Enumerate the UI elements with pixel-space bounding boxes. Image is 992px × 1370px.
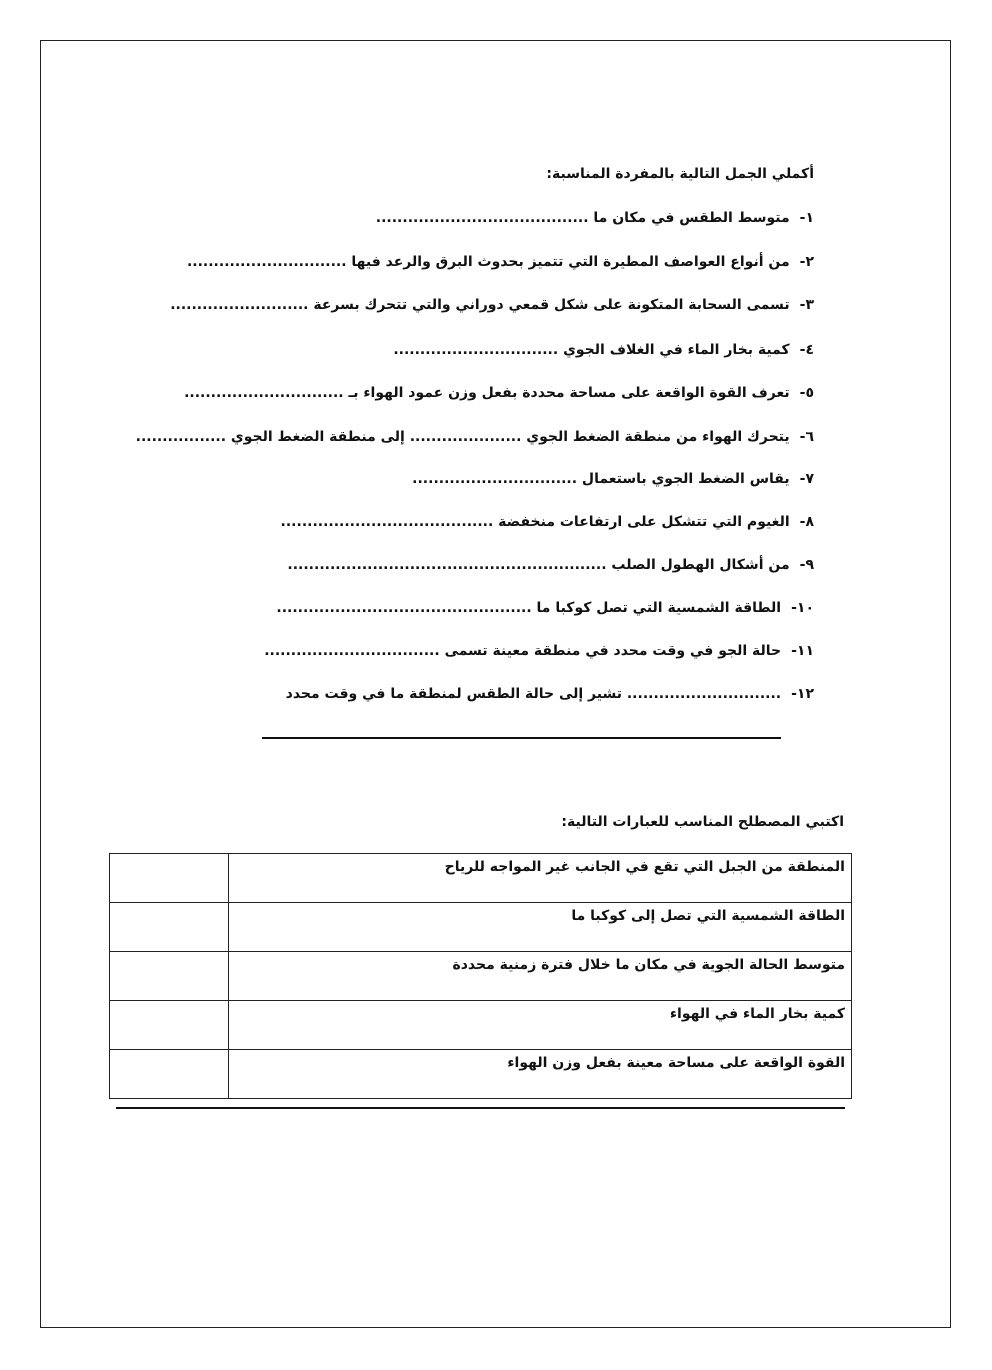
item-text: متوسط الطقس في مكان ما ........................................ bbox=[375, 210, 790, 226]
item-text: الغيوم التي تتشكل على ارتفاعات منخفضة ........................................ bbox=[280, 514, 790, 530]
answer-cell bbox=[110, 1001, 229, 1050]
fill-item-8 bbox=[281, 513, 814, 531]
table-row bbox=[110, 903, 852, 952]
item-number: ١٢- bbox=[791, 686, 814, 702]
item-number: ٧- bbox=[799, 471, 814, 487]
item-number: ٥- bbox=[799, 385, 814, 401]
fill-item-7 bbox=[412, 470, 814, 488]
item-text: من أنواع العواصف المطيرة التي تتميز بحدوث البرق والرعد فيها .............................. bbox=[186, 254, 790, 270]
terms-table bbox=[109, 853, 852, 1099]
fill-item-9 bbox=[287, 556, 814, 574]
item-text: كمية بخار الماء في الغلاف الجوي ............................... bbox=[393, 342, 790, 358]
fill-item-1 bbox=[376, 209, 814, 227]
item-number: ٨- bbox=[799, 514, 814, 530]
item-text: يتحرك الهواء من منطقة الضغط الجوي ..................... إلى منطقة الضغط الجوي ................. bbox=[135, 429, 790, 445]
section-divider bbox=[262, 737, 781, 739]
item-number: ٩- bbox=[799, 557, 814, 573]
page-border bbox=[40, 40, 951, 1328]
statement-cell: الطاقة الشمسية التي تصل إلى كوكبا ما bbox=[229, 903, 852, 952]
section2-heading: اكتبي المصطلح المناسب للعبارات التالية: bbox=[561, 814, 844, 830]
statement-cell: القوة الواقعة على مساحة معينة بفعل وزن الهواء bbox=[229, 1050, 852, 1099]
bottom-divider bbox=[116, 1107, 845, 1109]
item-text: حالة الجو في وقت محدد في منطقة معينة تسمى ................................. bbox=[264, 643, 782, 659]
fill-item-10 bbox=[276, 599, 814, 617]
item-text: ............................. تشير إلى حالة الطقس لمنطقة ما في وقت محدد bbox=[285, 686, 782, 702]
item-number: ١٠- bbox=[791, 600, 814, 616]
table-row bbox=[110, 854, 852, 903]
item-text: من أشكال الهطول الصلب ............................................................ bbox=[287, 557, 790, 573]
item-number: ٣- bbox=[799, 297, 814, 313]
statement-cell: كمية بخار الماء في الهواء bbox=[229, 1001, 852, 1050]
table-row bbox=[110, 1050, 852, 1099]
item-number: ٦- bbox=[799, 429, 814, 445]
item-number: ١- bbox=[799, 210, 814, 226]
answer-cell bbox=[110, 854, 229, 903]
section1-heading: أكملي الجمل التالية بالمفردة المناسبة: bbox=[546, 166, 814, 182]
item-text: الطاقة الشمسية التي تصل كوكبا ما ................................................ bbox=[276, 600, 782, 616]
fill-item-6 bbox=[136, 428, 814, 446]
fill-item-12 bbox=[286, 685, 814, 703]
item-text: تسمى السحابة المتكونة على شكل قمعي دوراني والتي تتحرك بسرعة .......................... bbox=[170, 297, 790, 313]
item-text: يقاس الضغط الجوي باستعمال ............................... bbox=[412, 471, 790, 487]
item-number: ٤- bbox=[799, 342, 814, 358]
fill-item-2 bbox=[187, 253, 814, 271]
item-number: ٢- bbox=[799, 254, 814, 270]
fill-item-5 bbox=[184, 384, 814, 402]
table-row bbox=[110, 952, 852, 1001]
statement-cell: متوسط الحالة الجوية في مكان ما خلال فترة زمنية محددة bbox=[229, 952, 852, 1001]
item-text: تعرف القوة الواقعة على مساحة محددة بفعل وزن عمود الهواء بـ .............................. bbox=[184, 385, 790, 401]
fill-item-3 bbox=[170, 296, 814, 314]
answer-cell bbox=[110, 903, 229, 952]
answer-cell bbox=[110, 952, 229, 1001]
item-number: ١١- bbox=[791, 643, 814, 659]
fill-item-4 bbox=[393, 341, 814, 359]
fill-item-11 bbox=[264, 642, 814, 660]
table-row bbox=[110, 1001, 852, 1050]
statement-cell: المنطقة من الجبل التي تقع في الجانب غير المواجه للرياح bbox=[229, 854, 852, 903]
answer-cell bbox=[110, 1050, 229, 1099]
